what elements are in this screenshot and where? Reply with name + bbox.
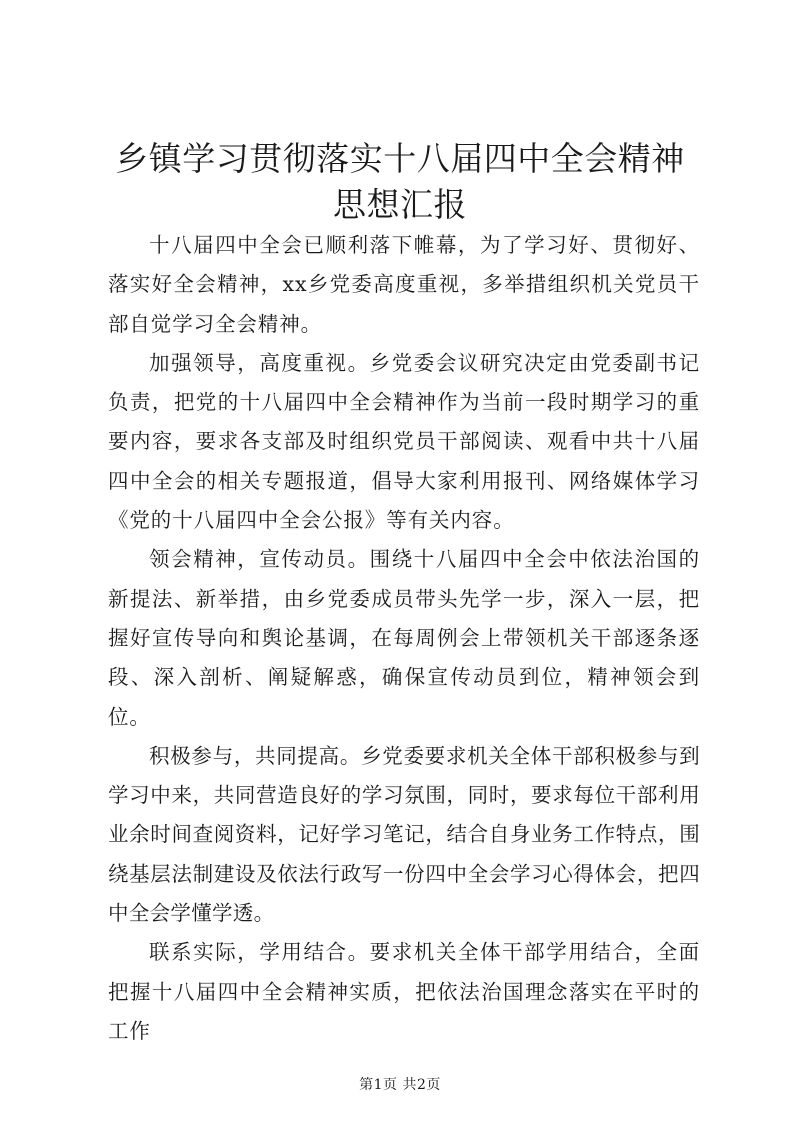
paragraph-spirit: 领会精神，宣传动员。围绕十八届四中全会中依法治国的新提法、新举措，由乡党委成员带头先学一步，深入一层，把握好宣传导向和舆论基调，在每周例会上带领机关干部逐条逐段、深入剖析、阐疑解惑，确保宣传动员到位，精神领会到位。: [108, 547, 700, 729]
paragraph-participation: 积极参与，共同提高。乡党委要求机关全体干部积极参与到学习中来，共同营造良好的学习氛围，同时，要求每位干部利用业余时间查阅资料，记好学习笔记，结合自身业务工作特点，围绕基层法制建设及依法行政写一份四中全会学习心得体会，把四中全会学懂学透。: [108, 743, 700, 926]
page-title: 乡镇学习贯彻落实十八届四中全会精神思想汇报: [115, 139, 685, 224]
page-number-footer: 第1页 共2页: [359, 1077, 441, 1093]
paragraph-leadership: 加强领导，高度重视。乡党委会议研究决定由党委副书记负责，把党的十八届四中全会精神作为当前一段时期学习的重要内容，要求各支部及时组织党员干部阅读、观看中共十八届四中全会的相关专题报道，倡导大家利用报刊、网络媒体学习《党的十八届四中全会公报》等有关内容。: [108, 350, 700, 533]
paragraph-practice: 联系实际，学用结合。要求机关全体干部学用结合，全面把握十八届四中全会精神实质，把依法治国理念落实在平时的工作: [108, 940, 700, 1043]
paragraph-intro: 十八届四中全会已顺利落下帷幕，为了学习好、贯彻好、落实好全会精神，xx乡党委高度重视，多举措组织机关党员干部自觉学习全会精神。: [108, 233, 700, 336]
document-body: [108, 226, 700, 1051]
